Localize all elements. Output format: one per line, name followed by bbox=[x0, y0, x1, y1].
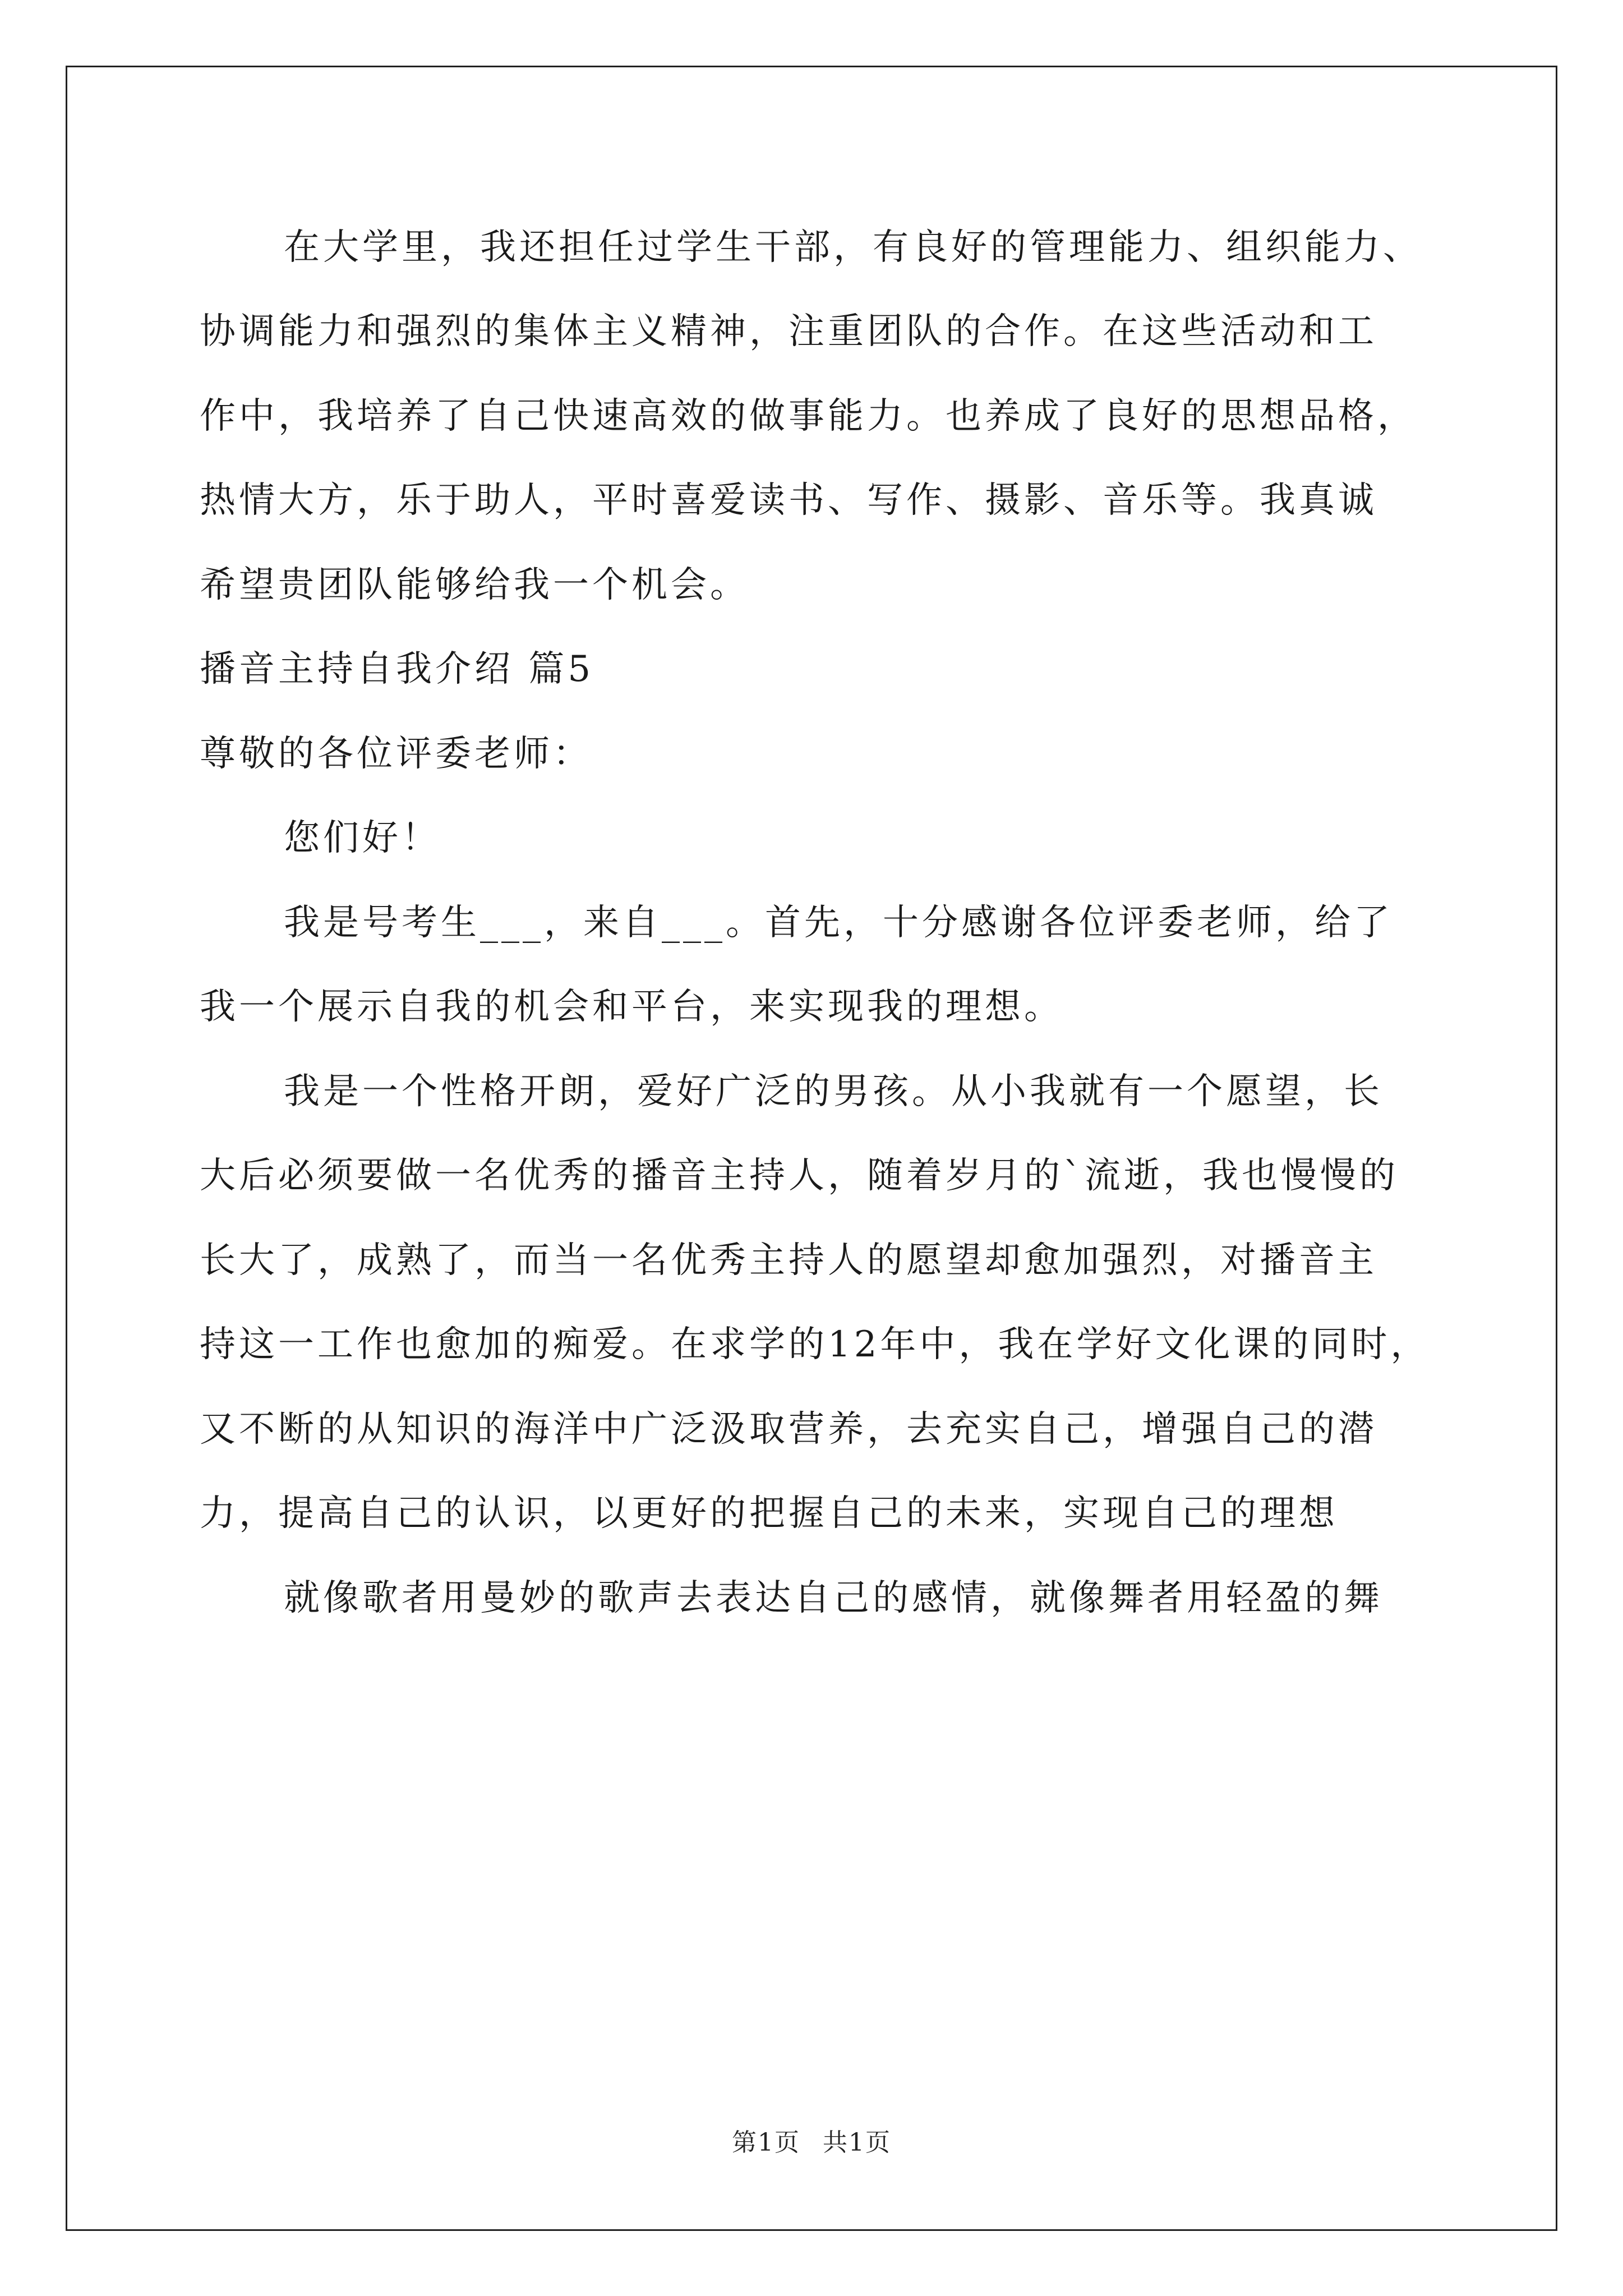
paragraph-line: 力，提高自己的认识，以更好的把握自己的未来，实现自己的理想 bbox=[200, 1493, 1338, 1534]
paragraph-line: 作中，我培养了自己快速高效的做事能力。也养成了良好的思想品格， bbox=[200, 395, 1417, 437]
paragraph-line: 希望贵团队能够给我一个机会。 bbox=[200, 564, 749, 606]
page-footer bbox=[0, 2126, 1623, 2160]
salutation: 尊敬的各位评委老师： bbox=[200, 733, 592, 775]
page-number: 第1页 bbox=[732, 2128, 800, 2157]
paragraph-line: 我是一个性格开朗，爱好广泛的男孩。从小我就有一个愿望，长 bbox=[284, 1071, 1383, 1112]
paragraph-line: 长大了，成熟了，而当一名优秀主持人的愿望却愈加强烈，对播音主 bbox=[200, 1240, 1377, 1281]
page-frame bbox=[66, 66, 1557, 2231]
greeting: 您们好！ bbox=[284, 817, 441, 859]
paragraph-line: 我一个展示自我的机会和平台，来实现我的理想。 bbox=[200, 986, 1063, 1028]
paragraph-line: 我是号考生___，来自___。首先，十分感谢各位评委老师，给了 bbox=[284, 902, 1393, 944]
paragraph-line: 协调能力和强烈的集体主义精神，注重团队的合作。在这些活动和工 bbox=[200, 311, 1377, 352]
paragraph-line: 就像歌者用曼妙的歌声去表达自己的感情，就像舞者用轻盈的舞 bbox=[284, 1577, 1383, 1619]
paragraph-line: 在大学里，我还担任过学生干部，有良好的管理能力、组织能力、 bbox=[284, 227, 1422, 268]
section-heading: 播音主持自我介绍 篇5 bbox=[200, 648, 594, 690]
paragraph-line: 又不断的从知识的海洋中广泛汲取营养，去充实自己，增强自己的潜 bbox=[200, 1409, 1377, 1450]
paragraph-line: 热情大方，乐于助人，平时喜爱读书、写作、摄影、音乐等。我真诚 bbox=[200, 480, 1377, 521]
page-total: 共1页 bbox=[823, 2128, 891, 2157]
paragraph-line: 大后必须要做一名优秀的播音主持人，随着岁月的`流逝，我也慢慢的 bbox=[200, 1155, 1399, 1197]
paragraph-line: 持这一工作也愈加的痴爱。在求学的12年中，我在学好文化课的同时， bbox=[200, 1324, 1430, 1365]
